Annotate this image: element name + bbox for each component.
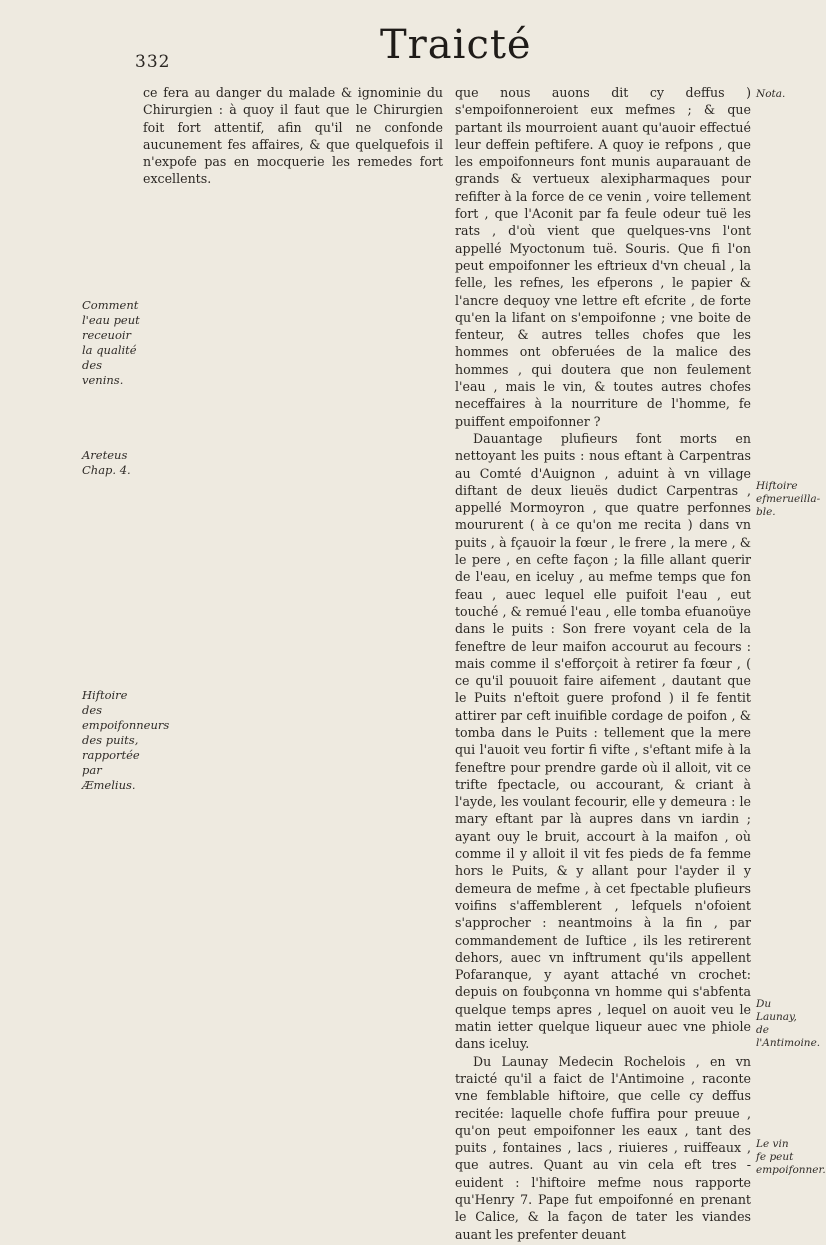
margin-note-marvelous-history: Hiftoire efmerueilla-ble. xyxy=(756,480,821,518)
margin-note-areteus: Areteus Chap. 4. xyxy=(82,448,131,477)
paragraph: Dauantage plufieurs font morts en nettoyant les puits : nous eftant à Carpentras au Comté d'Auignon , aduint à vn village diftant de deux lieuës dudict Carpentras , appellé Mormoyron , que quatre perfonnes moururent ( à ce qu'on me recita ) dans vn puits , à fçauoir la fœur , le frere , la mere , & le pere , en cefte façon ; la fille allant querir de l'eau, en iceluy , au mefme temps que fon feau , auec lequel elle puifoit l'eau , eut touché , & remué l'eau , elle tomba efuanoüye dans le puits : Son frere voyant cela de la feneftre de leur maifon accourut au fecours : mais comme il s'efforçoit à retirer fa fœur , ( ce qu'il pouuoit faire aifement , dautant que le Puits n'eftoit guere profond ) il fe fentit attirer par ceft inuifible cordage de poifon , & tomba dans le Puits : tellement que la mere qui l'auoit veu fortir fi vifte , s'eftant mife à la feneftre pour prendre garde où il alloit, vit ce trifte fpectacle, ou accourant, & criant à l'ayde, les voulant fecourir, elle y demeura : le mary eftant par là aupres dans vn iardin ; ayant ouy le bruit, accourt à la maifon , où comme il y alloit il vit fes pieds de fa femme hors le Puits, & y allant pour l'ayder il y demeura de mefme , à cet fpectable plufieurs voifins s'affemblerent , lefquels n'ofoient s'approcher : neantmoins à la fin , par commandement de Iuftice , ils les retirerent dehors, auec vn inftrument qu'ils appellent Pofaranque, y ayant attaché vn crochet: depuis on foubçonna vn homme qui s'abfenta quelque temps apres , lequel on auoit veu le matin ietter quelque liqueur auec vne phiole dans iceluy. xyxy=(455,430,751,1052)
paragraph: que nous auons dit cy deffus ) s'empoifonneroient eux mefmes ; & que partant ils mourroient auant qu'auoir effectué leur deffein peftifere. A quoy ie refpons , que les empoifonneurs font munis auparauant de grands & vertueux alexipharmaques pour refifter à la force de ce venin , voire tellement fort , que l'Aconit par fa feule odeur tuë les rats , d'où vient que quelques-vns l'ont appellé Myoctonum tuë. Souris. Que fi l'on peut empoifonner les eftrieux d'vn cheual , la felle, les refnes, les efperons , le papier & l'ancre dequoy vne lettre eft efcrite , de forte qu'en la lifant on s'empoifonne ; vne boite de fenteur, & autres telles chofes que les hommes ont obferuées de la malice des hommes , qui doutera que non feulement l'eau , mais le vin, & toutes autres chofes neceffaires à la nourriture de l'homme, fe puiffent empoifonner ? xyxy=(455,85,751,429)
text-column-left xyxy=(143,84,443,188)
paragraph: Du Launay Medecin Rochelois , en vn traicté qu'il a faict de l'Antimoine , raconte vne femblable hiftoire, que celle cy deffus recitée: laquelle chofe fuffira pour preuue , qu'on peut empoifonner les eaux , tant des puits , fontaines , lacs , riuieres , ruiffeaux , que autres. Quant au vin cela eft tres - euident : l'hiftoire mefme nous rapporte qu'Henry 7. Pape fut empoifonné en prenant le Calice, & la façon de tater les viandes auant les prefenter deuant xyxy=(455,1053,751,1242)
margin-note-wells-history: Hiftoire des empoifonneurs des puits, rapportée par Æmelius. xyxy=(82,688,170,792)
running-title: Traicté xyxy=(380,22,532,68)
margin-note-water-poison: Comment l'eau peut receuoir la qualité des venins. xyxy=(82,298,140,387)
page-number: 332 xyxy=(135,52,171,72)
margin-note-nota: Nota. xyxy=(756,88,786,100)
margin-note-wine-poison: Le vin fe peut empoifonner. xyxy=(756,1138,826,1176)
paragraph: ce fera au danger du malade & ignominie du Chirurgien : à quoy il faut que le Chirurgien foit fort attentif, afin qu'il ne confonde aucunement fes affaires, & que quelquefois il n'expofe pas en mocquerie les remedes fort excellents. xyxy=(143,85,443,187)
margin-note-du-launay: Du Launay, de l'Antimoine. xyxy=(756,998,821,1049)
text-column-right xyxy=(455,84,751,1243)
